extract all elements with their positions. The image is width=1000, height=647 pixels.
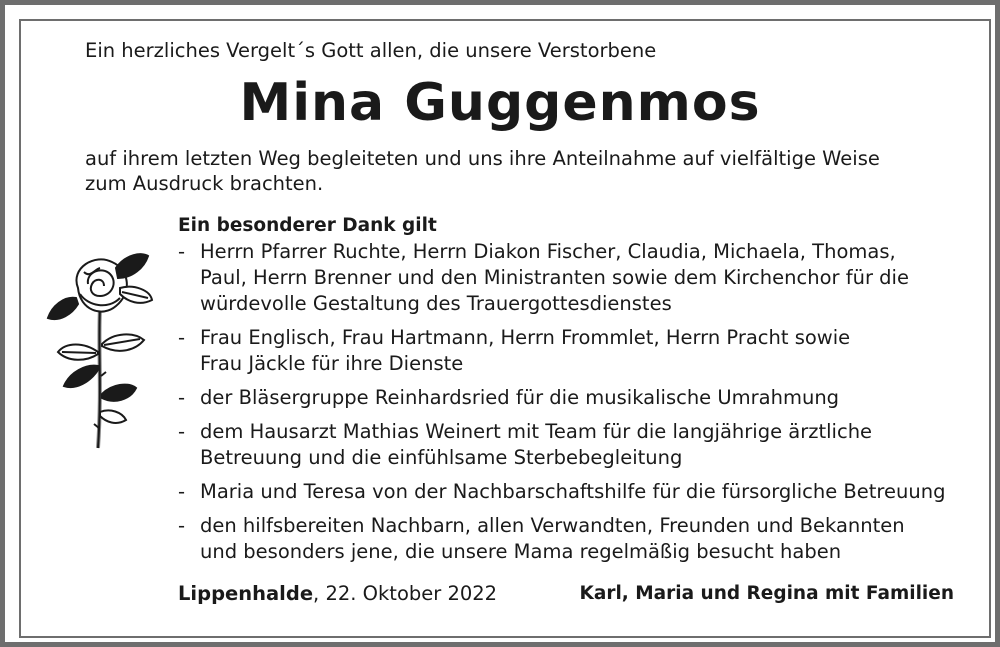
list-item-line: würdevolle Gestaltung des Trauergottesdienstes [200,292,672,315]
list-item-line: Herrn Pfarrer Ruchte, Herrn Diakon Fischer, Claudia, Michaela, Thomas, [200,240,896,263]
list-item [178,479,945,505]
thanks-heading: Ein besonderer Dank gilt [178,215,437,236]
place-date [178,581,497,606]
list-item-line: der Bläsergruppe Reinhardsried für die musikalische Umrahmung [200,386,840,409]
bullet-dash: - [178,420,186,443]
outro-line: zum Ausdruck brachten. [85,172,324,195]
list-item [178,513,945,565]
intro-text: Ein herzliches Vergelt´s Gott allen, die unsere Verstorbene [85,39,657,62]
outro-text [85,146,880,196]
list-item [178,325,945,377]
list-item-line: Paul, Herrn Brenner und den Ministranten sowie dem Kirchenchor für die [200,266,909,289]
bullet-dash: - [178,514,186,537]
list-item-line: den hilfsbereiten Nachbarn, allen Verwandten, Freunden und Bekannten [200,514,905,537]
thanks-list [178,239,945,565]
deceased-name: Mina Guggenmos [239,73,761,133]
bullet-dash: - [178,240,186,263]
list-item-line: Maria und Teresa von der Nachbarschaftshilfe für die fürsorgliche Betreuung [200,480,946,503]
date: , 22. Oktober 2022 [313,582,498,605]
list-item [178,419,945,471]
list-item [178,239,945,317]
list-item-line: Frau Englisch, Frau Hartmann, Herrn Frommlet, Herrn Pracht sowie [200,326,851,349]
rose-icon [40,248,160,468]
signature: Karl, Maria und Regina mit Familien [579,583,954,604]
bullet-dash: - [178,386,186,409]
bullet-dash: - [178,326,186,349]
list-item-line: und besonders jene, die unsere Mama regelmäßig besucht haben [200,540,842,563]
list-item-line: Betreuung und die einfühlsame Sterbebegleitung [200,446,683,469]
list-item [178,385,945,411]
place: Lippenhalde [178,582,314,605]
bullet-dash: - [178,480,186,503]
list-item-line: Frau Jäckle für ihre Dienste [200,352,464,375]
list-item-line: dem Hausarzt Mathias Weinert mit Team für die langjährige ärztliche [200,420,873,443]
outro-line: auf ihrem letzten Weg begleiteten und uns ihre Anteilnahme auf vielfältige Weise [85,147,880,170]
